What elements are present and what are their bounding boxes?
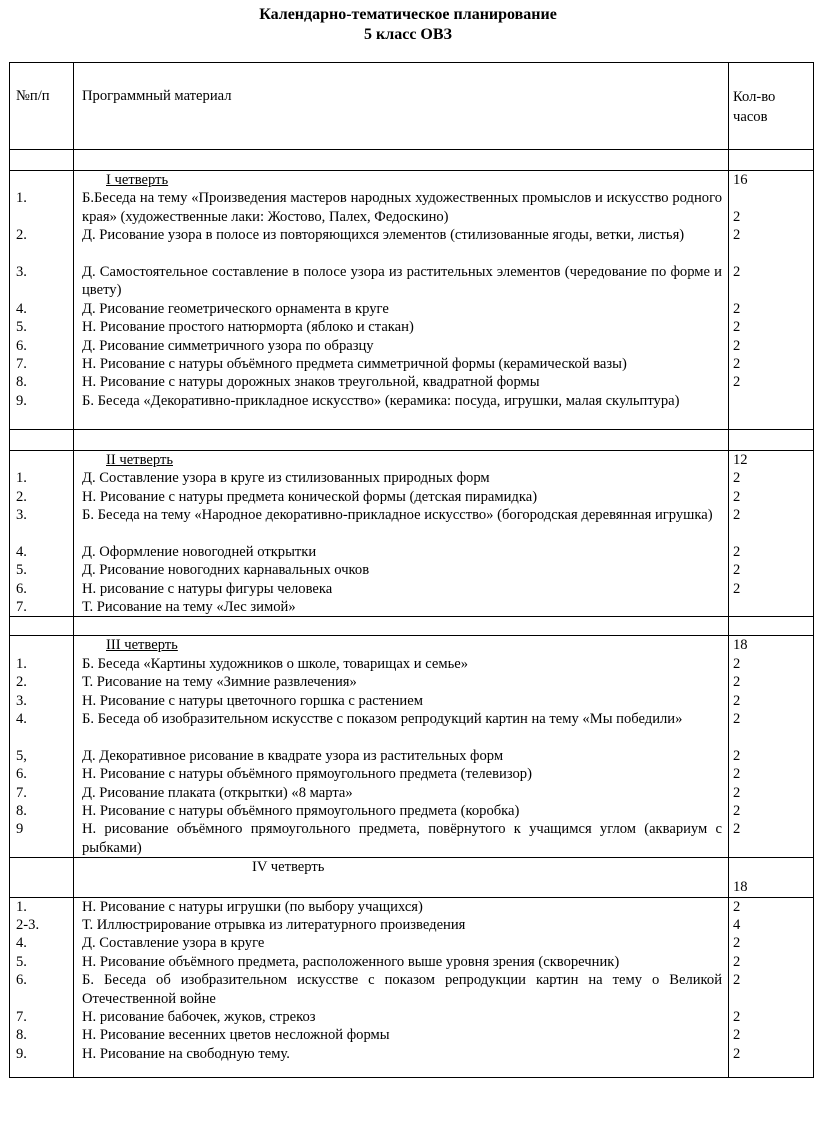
quarter-1-total: 16 (733, 172, 748, 188)
quarter-4-total: 18 (733, 879, 748, 896)
list-item: Д. Самостоятельное составление в полосе узора из растительных элементов (чередование по форме и цвету) (82, 264, 722, 299)
list-item: Д. Рисование плаката (открытки) «8 марта» (82, 784, 353, 801)
list-item: Б. Беседа на тему «Народное декоративно-прикладное искусство» (богородская деревянная игрушка) (82, 506, 713, 523)
header-num: №п/п (10, 63, 74, 150)
header-hours-line1: Кол-во (733, 89, 776, 105)
quarter-2-title-row (10, 429, 814, 450)
quarter-1-body (10, 171, 814, 430)
quarter-3-nums: 1. 2. 3. 4. 5, 6. 7. 8. 9 (10, 636, 74, 858)
header-material: Программный материал (74, 63, 729, 150)
quarter-3-topics (74, 636, 729, 858)
quarter-1-title: I четверть (106, 172, 169, 188)
list-item: Д. Рисование симметричного узора по образцу (82, 337, 374, 354)
list-item: Д. Рисование узора в полосе из повторяющихся элементов (стилизованные ягоды, ветки, листья) (82, 227, 685, 244)
list-item: Б. Беседа «Картины художников о школе, товарищах и семье» (82, 655, 468, 672)
list-item: Н. Рисование с натуры цветочного горшка с растением (82, 692, 423, 709)
quarter-3-title: III четверть (106, 637, 178, 654)
list-item: Н. Рисование с натуры предмета конической формы (детская пирамидка) (82, 488, 538, 505)
quarter-4-topics (74, 897, 729, 1078)
list-item: Н. Рисование с натуры объёмного прямоугольного предмета (телевизор) (82, 766, 532, 783)
quarter-1-title-row (10, 150, 814, 171)
quarter-3-hours: 18 2 2 2 2 2 2 2 2 2 (729, 636, 814, 858)
quarter-2-total: 12 (733, 451, 748, 468)
table-header-row (10, 63, 814, 150)
list-item: Д. Составление узора в круге (82, 935, 265, 952)
list-item: Н. Рисование с натуры объёмного предмета симметричной формы (керамической вазы) (82, 356, 627, 373)
list-item: Д. Составление узора в круге из стилизованных природных форм (82, 470, 490, 487)
quarter-4-title-row (10, 858, 814, 897)
list-item: Н. Рисование простого натюрморта (яблоко и стакан) (82, 319, 414, 336)
quarter-2-body (10, 450, 814, 617)
list-item: Н. рисование с натуры фигуры человека (82, 580, 333, 597)
header-hours-line2: часов (733, 109, 768, 125)
list-item: Т. Рисование на тему «Лес зимой» (82, 598, 296, 615)
list-item: Н. рисование объёмного прямоугольного предмета, повёрнутого к учащимся углом (аквариум с рыбками) (82, 821, 722, 856)
list-item: Н. Рисование с натуры объёмного прямоугольного предмета (коробка) (82, 802, 520, 819)
list-item: Т. Рисование на тему «Зимние развлечения» (82, 674, 357, 691)
quarter-3-body (10, 636, 814, 858)
list-item: Н. Рисование объёмного предмета, расположенного выше уровня зрения (скворечник) (82, 953, 620, 970)
plan-table (9, 62, 814, 1078)
list-item: Б. Беседа об изобразительном искусстве с показом репродукций картин на тему «Мы победили» (82, 710, 683, 727)
list-item: Б. Беседа об изобразительном искусстве с показом репродукции картин на тему о Великой Отечественной войне (82, 972, 722, 1007)
quarter-2-hours: 12 2 2 2 2 2 2 (729, 450, 814, 617)
header-hours (729, 63, 814, 150)
quarter-4-body (10, 897, 814, 1078)
list-item: Н. Рисование весенних цветов несложной формы (82, 1027, 390, 1044)
quarter-2-title: II четверть (106, 451, 173, 468)
list-item: Д. Оформление новогодней открытки (82, 543, 317, 560)
list-item: Н. Рисование на свободную тему. (82, 1045, 290, 1062)
list-item: Д. Рисование новогодних карнавальных очков (82, 562, 370, 579)
list-item: Б. Беседа «Декоративно-прикладное искусство» (керамика: посуда, игрушки, малая скульптура) (82, 392, 680, 409)
list-item: Д. Декоративное рисование в квадрате узора из растительных форм (82, 747, 504, 764)
list-item: Н. рисование бабочек, жуков, стрекоз (82, 1009, 316, 1026)
list-item: Н. Рисование с натуры игрушки (по выбору учащихся) (82, 898, 423, 915)
quarter-3-total: 18 (733, 637, 748, 654)
page-title: Календарно-тематическое планирование (259, 6, 557, 23)
quarter-2-nums: 1. 2. 3. 4. 5. 6. 7. (10, 450, 74, 617)
list-item: Б.Беседа на тему «Произведения мастеров народных художественных промыслов и искусство родного края» (художественные лаки: Жостово, Палех, Федоскино) (82, 190, 722, 225)
quarter-4-title: IV четверть (252, 859, 325, 876)
quarter-4-hours: 2 4 2 2 2 2 2 2 (729, 897, 814, 1078)
list-item: Д. Рисование геометрического орнамента в круге (82, 300, 389, 317)
quarter-1-topics (74, 171, 729, 430)
quarter-3-title-row (10, 617, 814, 636)
page-subtitle: 5 класс ОВЗ (364, 26, 452, 43)
list-item: Н. Рисование с натуры дорожных знаков треугольной, квадратной формы (82, 374, 540, 391)
list-item: Т. Иллюстрирование отрывка из литературного произведения (82, 917, 466, 934)
quarter-4-nums: 1. 2-3. 4. 5. 6. 7. 8. 9. (10, 897, 74, 1078)
quarter-1-hours: 16 2 2 2 2 2 2 2 2 (729, 171, 814, 430)
quarter-1-nums: 1. 2. 3. 4. 5. 6. 7. 8. 9. (10, 171, 74, 430)
quarter-2-topics (74, 450, 729, 617)
